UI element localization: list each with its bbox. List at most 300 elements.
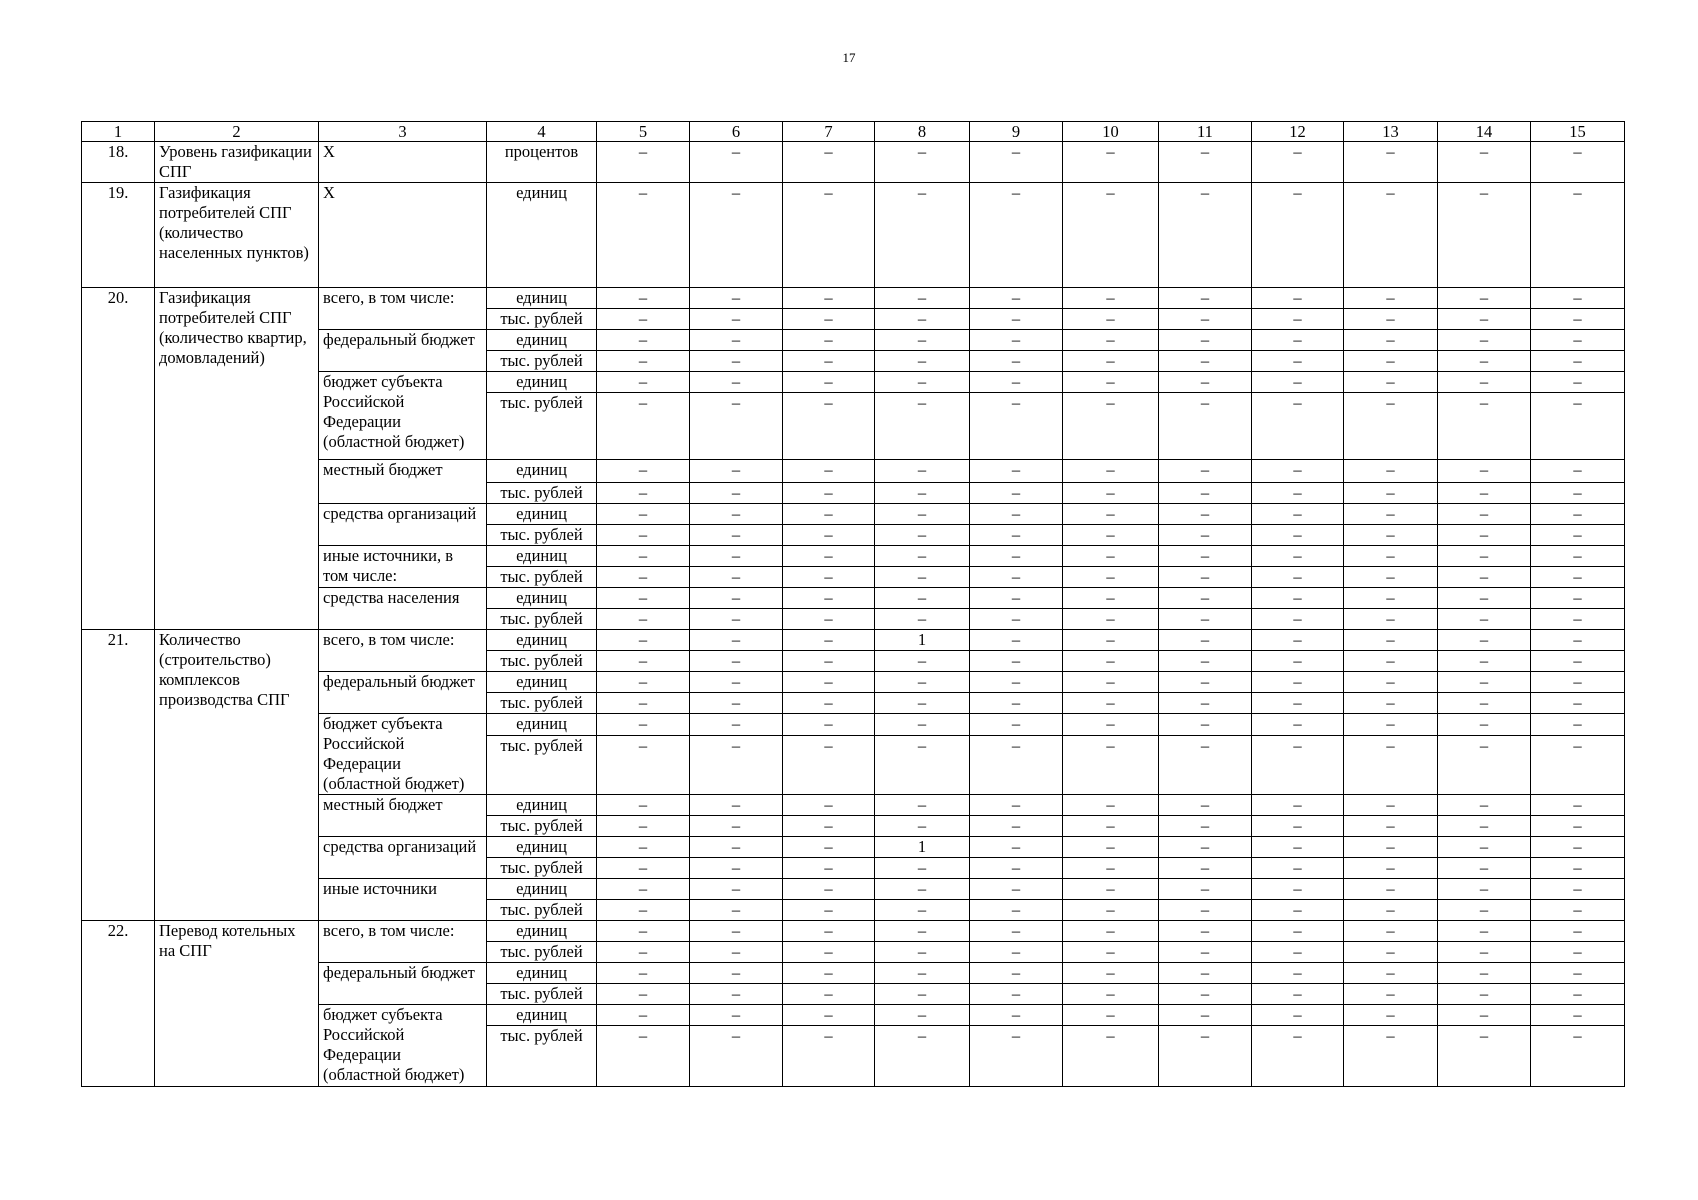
unit-cell: единиц	[487, 372, 597, 393]
value-cell: –	[783, 672, 875, 693]
header-cell: 10	[1063, 122, 1159, 142]
value-cell: –	[1438, 942, 1531, 963]
value-cell: –	[1063, 372, 1159, 393]
value-cell: –	[1159, 351, 1252, 372]
value-cell: –	[875, 1026, 970, 1087]
value-cell: –	[1531, 816, 1625, 837]
value-cell: –	[783, 588, 875, 609]
value-cell: –	[1063, 651, 1159, 672]
value-cell: –	[875, 963, 970, 984]
value-cell: –	[1252, 672, 1344, 693]
value-cell: –	[1531, 879, 1625, 900]
value-cell: –	[690, 525, 783, 546]
value-cell: –	[1252, 504, 1344, 525]
value-cell: –	[783, 183, 875, 288]
funding-source: всего, в том числе:	[319, 921, 487, 963]
value-cell: –	[970, 393, 1063, 460]
value-cell: –	[970, 714, 1063, 736]
unit-cell: тыс. рублей	[487, 651, 597, 672]
value-cell: –	[690, 921, 783, 942]
value-cell: –	[1438, 183, 1531, 288]
value-cell: –	[1063, 963, 1159, 984]
value-cell: –	[875, 288, 970, 309]
value-cell: –	[1531, 588, 1625, 609]
value-cell: –	[875, 735, 970, 794]
value-cell: –	[597, 546, 690, 567]
value-cell: –	[1252, 351, 1344, 372]
value-cell: –	[1344, 525, 1438, 546]
unit-cell: единиц	[487, 1005, 597, 1026]
value-cell: –	[1063, 483, 1159, 504]
value-cell: –	[597, 460, 690, 483]
value-cell: –	[690, 567, 783, 588]
value-cell: –	[1531, 651, 1625, 672]
value-cell: –	[875, 546, 970, 567]
value-cell: –	[1531, 693, 1625, 714]
value-cell: –	[783, 942, 875, 963]
value-cell: –	[597, 609, 690, 630]
value-cell: –	[1063, 714, 1159, 736]
value-cell: –	[690, 1005, 783, 1026]
value-cell: –	[1063, 984, 1159, 1005]
value-cell: –	[1344, 309, 1438, 330]
page-number: 17	[842, 50, 856, 65]
value-cell: –	[875, 183, 970, 288]
value-cell: –	[690, 309, 783, 330]
value-cell: –	[1159, 984, 1252, 1005]
value-cell: –	[970, 900, 1063, 921]
value-cell: –	[970, 183, 1063, 288]
value-cell: –	[783, 504, 875, 525]
value-cell: –	[597, 372, 690, 393]
header-cell: 7	[783, 122, 875, 142]
value-cell: –	[1344, 630, 1438, 651]
value-cell: –	[1531, 372, 1625, 393]
indicator-name: Уровень газификации СПГ	[155, 142, 319, 183]
value-cell: –	[783, 693, 875, 714]
header-cell: 2	[155, 122, 319, 142]
value-cell: –	[1531, 142, 1625, 183]
funding-source: федеральный бюджет	[319, 330, 487, 372]
value-cell: –	[970, 609, 1063, 630]
value-cell: –	[970, 858, 1063, 879]
value-cell: –	[1438, 837, 1531, 858]
value-cell: –	[597, 816, 690, 837]
value-cell: –	[783, 963, 875, 984]
value-cell: –	[690, 735, 783, 794]
unit-cell: тыс. рублей	[487, 567, 597, 588]
value-cell: –	[1159, 309, 1252, 330]
value-cell: –	[1063, 546, 1159, 567]
value-cell: –	[783, 921, 875, 942]
value-cell: –	[783, 1026, 875, 1087]
value-cell: –	[1159, 963, 1252, 984]
value-cell: –	[690, 651, 783, 672]
value-cell: –	[783, 351, 875, 372]
value-cell: –	[875, 795, 970, 816]
value-cell: –	[690, 963, 783, 984]
value-cell: –	[1344, 735, 1438, 794]
unit-cell: тыс. рублей	[487, 816, 597, 837]
value-cell: –	[783, 483, 875, 504]
value-cell: –	[1063, 609, 1159, 630]
value-cell: –	[1438, 460, 1531, 483]
value-cell: –	[1438, 795, 1531, 816]
value-cell: –	[1252, 714, 1344, 736]
unit-cell: единиц	[487, 879, 597, 900]
value-cell: –	[1159, 1005, 1252, 1026]
value-cell: –	[1159, 795, 1252, 816]
value-cell: –	[875, 525, 970, 546]
value-cell: –	[597, 330, 690, 351]
value-cell: –	[783, 1005, 875, 1026]
value-cell: –	[1344, 483, 1438, 504]
value-cell: –	[783, 837, 875, 858]
value-cell: –	[1531, 309, 1625, 330]
value-cell: –	[1159, 142, 1252, 183]
unit-cell: единиц	[487, 504, 597, 525]
value-cell: –	[597, 879, 690, 900]
value-cell: –	[1438, 735, 1531, 794]
value-cell: –	[970, 483, 1063, 504]
value-cell: –	[597, 714, 690, 736]
value-cell: –	[1252, 921, 1344, 942]
value-cell: –	[875, 351, 970, 372]
value-cell: –	[690, 795, 783, 816]
value-cell: –	[597, 351, 690, 372]
value-cell: –	[1159, 693, 1252, 714]
value-cell: –	[875, 483, 970, 504]
value-cell: –	[690, 183, 783, 288]
value-cell: –	[690, 816, 783, 837]
funding-source: средства организаций	[319, 837, 487, 879]
value-cell: –	[970, 942, 1063, 963]
value-cell: –	[690, 609, 783, 630]
value-cell: –	[783, 460, 875, 483]
value-cell: –	[875, 942, 970, 963]
value-cell: –	[783, 309, 875, 330]
value-cell: –	[1438, 588, 1531, 609]
value-cell: –	[690, 588, 783, 609]
value-cell: –	[1063, 1005, 1159, 1026]
unit-cell: единиц	[487, 795, 597, 816]
value-cell: –	[1438, 858, 1531, 879]
value-cell: –	[1438, 963, 1531, 984]
table-row	[82, 183, 1625, 288]
value-cell: –	[1531, 567, 1625, 588]
value-cell: –	[690, 460, 783, 483]
value-cell: –	[1063, 693, 1159, 714]
value-cell: –	[1531, 1005, 1625, 1026]
unit-cell: единиц	[487, 963, 597, 984]
value-cell: –	[1252, 963, 1344, 984]
value-cell: –	[597, 735, 690, 794]
value-cell: –	[597, 921, 690, 942]
value-cell: –	[690, 1026, 783, 1087]
value-cell: –	[1344, 879, 1438, 900]
funding-source: Х	[319, 142, 487, 183]
value-cell: –	[1063, 672, 1159, 693]
value-cell: –	[783, 900, 875, 921]
unit-cell: тыс. рублей	[487, 735, 597, 794]
value-cell: –	[1063, 567, 1159, 588]
value-cell: –	[875, 921, 970, 942]
value-cell: –	[783, 393, 875, 460]
value-cell: –	[690, 630, 783, 651]
value-cell: –	[1159, 837, 1252, 858]
value-cell: –	[783, 714, 875, 736]
value-cell: –	[690, 288, 783, 309]
value-cell: –	[1252, 837, 1344, 858]
indicator-name: Газификация потребителей СПГ (количество населенных пунктов)	[155, 183, 319, 288]
unit-cell: единиц	[487, 460, 597, 483]
value-cell: –	[597, 1026, 690, 1087]
value-cell: –	[690, 483, 783, 504]
value-cell: –	[970, 460, 1063, 483]
value-cell: –	[970, 693, 1063, 714]
value-cell: –	[1063, 504, 1159, 525]
value-cell: –	[1344, 963, 1438, 984]
value-cell: –	[1531, 858, 1625, 879]
value-cell: –	[1159, 921, 1252, 942]
value-cell: –	[1063, 460, 1159, 483]
value-cell: –	[597, 693, 690, 714]
value-cell: –	[1344, 693, 1438, 714]
value-cell: –	[1344, 609, 1438, 630]
value-cell: –	[597, 942, 690, 963]
value-cell: –	[597, 288, 690, 309]
value-cell: –	[1063, 816, 1159, 837]
value-cell: –	[1159, 714, 1252, 736]
unit-cell: тыс. рублей	[487, 693, 597, 714]
value-cell: –	[597, 1005, 690, 1026]
value-cell: –	[1252, 309, 1344, 330]
unit-cell: тыс. рублей	[487, 900, 597, 921]
header-cell: 8	[875, 122, 970, 142]
value-cell: –	[1159, 525, 1252, 546]
value-cell: –	[597, 837, 690, 858]
value-cell: –	[970, 372, 1063, 393]
value-cell: –	[1063, 288, 1159, 309]
unit-cell: тыс. рублей	[487, 351, 597, 372]
funding-source: местный бюджет	[319, 795, 487, 837]
value-cell: –	[1531, 672, 1625, 693]
value-cell: –	[1252, 858, 1344, 879]
indicator-name: Количество (строительство) комплексов производства СПГ	[155, 630, 319, 921]
header-cell: 1	[82, 122, 155, 142]
value-cell: –	[1063, 183, 1159, 288]
value-cell: –	[875, 588, 970, 609]
funding-source: иные источники	[319, 879, 487, 921]
value-cell: –	[1159, 460, 1252, 483]
value-cell: –	[783, 567, 875, 588]
value-cell: –	[1344, 460, 1438, 483]
value-cell: –	[690, 900, 783, 921]
value-cell: –	[1063, 630, 1159, 651]
value-cell: –	[597, 795, 690, 816]
value-cell: –	[1159, 900, 1252, 921]
funding-source: Х	[319, 183, 487, 288]
value-cell: –	[1063, 858, 1159, 879]
value-cell: –	[1531, 963, 1625, 984]
unit-cell: тыс. рублей	[487, 525, 597, 546]
value-cell: –	[970, 630, 1063, 651]
data-table	[81, 121, 1625, 1087]
value-cell: –	[970, 1005, 1063, 1026]
value-cell: –	[1438, 816, 1531, 837]
value-cell: –	[1063, 942, 1159, 963]
value-cell: –	[1438, 609, 1531, 630]
value-cell: –	[970, 837, 1063, 858]
value-cell: –	[1531, 900, 1625, 921]
header-cell: 14	[1438, 122, 1531, 142]
value-cell: –	[970, 351, 1063, 372]
header-cell: 6	[690, 122, 783, 142]
value-cell: –	[970, 921, 1063, 942]
value-cell: –	[1531, 288, 1625, 309]
value-cell: –	[783, 330, 875, 351]
value-cell: –	[1159, 816, 1252, 837]
value-cell: –	[1438, 330, 1531, 351]
value-cell: –	[690, 984, 783, 1005]
value-cell: –	[597, 858, 690, 879]
value-cell: –	[1252, 630, 1344, 651]
value-cell: –	[970, 567, 1063, 588]
indicator-name: Газификация потребителей СПГ (количество квартир, домовладений)	[155, 288, 319, 630]
row-number: 19.	[82, 183, 155, 288]
funding-source: всего, в том числе:	[319, 288, 487, 330]
value-cell: –	[1531, 942, 1625, 963]
value-cell: –	[690, 879, 783, 900]
value-cell: –	[875, 651, 970, 672]
value-cell: –	[970, 963, 1063, 984]
value-cell: –	[970, 330, 1063, 351]
value-cell: –	[1344, 837, 1438, 858]
unit-cell: единиц	[487, 183, 597, 288]
value-cell: –	[1344, 183, 1438, 288]
value-cell: –	[597, 142, 690, 183]
value-cell: –	[875, 1005, 970, 1026]
value-cell: –	[1159, 651, 1252, 672]
value-cell: –	[875, 460, 970, 483]
unit-cell: тыс. рублей	[487, 609, 597, 630]
table-row	[82, 921, 1625, 942]
value-cell: –	[970, 651, 1063, 672]
value-cell: –	[875, 900, 970, 921]
value-cell: –	[1159, 858, 1252, 879]
value-cell: –	[1344, 651, 1438, 672]
unit-cell: тыс. рублей	[487, 309, 597, 330]
value-cell: –	[783, 795, 875, 816]
value-cell: –	[1159, 1026, 1252, 1087]
value-cell: –	[1438, 879, 1531, 900]
header-cell: 11	[1159, 122, 1252, 142]
value-cell: –	[970, 504, 1063, 525]
value-cell: –	[597, 504, 690, 525]
header-cell: 5	[597, 122, 690, 142]
value-cell: –	[1252, 984, 1344, 1005]
value-cell: –	[875, 816, 970, 837]
value-cell: –	[597, 630, 690, 651]
value-cell: –	[1252, 879, 1344, 900]
value-cell: –	[970, 984, 1063, 1005]
value-cell: –	[1438, 984, 1531, 1005]
unit-cell: тыс. рублей	[487, 858, 597, 879]
value-cell: –	[597, 183, 690, 288]
value-cell: –	[1063, 921, 1159, 942]
value-cell: –	[690, 672, 783, 693]
value-cell: –	[1063, 351, 1159, 372]
value-cell: –	[1438, 142, 1531, 183]
value-cell: –	[783, 651, 875, 672]
value-cell: –	[1063, 879, 1159, 900]
value-cell: –	[783, 372, 875, 393]
header-cell: 4	[487, 122, 597, 142]
value-cell: –	[875, 672, 970, 693]
value-cell: –	[1531, 483, 1625, 504]
value-cell: –	[1063, 735, 1159, 794]
value-cell: –	[1252, 816, 1344, 837]
value-cell: –	[1159, 879, 1252, 900]
value-cell: –	[1252, 567, 1344, 588]
value-cell: –	[690, 714, 783, 736]
value-cell: –	[1063, 837, 1159, 858]
value-cell: –	[1252, 1026, 1344, 1087]
header-row	[82, 122, 1625, 142]
value-cell: –	[783, 984, 875, 1005]
table-row	[82, 288, 1625, 309]
funding-source: бюджет субъекта Российской Федерации (областной бюджет)	[319, 714, 487, 795]
funding-source: федеральный бюджет	[319, 963, 487, 1005]
value-cell: –	[1252, 651, 1344, 672]
value-cell: –	[1159, 483, 1252, 504]
unit-cell: единиц	[487, 330, 597, 351]
unit-cell: единиц	[487, 630, 597, 651]
value-cell: –	[1252, 735, 1344, 794]
value-cell: –	[690, 330, 783, 351]
value-cell: –	[1531, 393, 1625, 460]
value-cell: –	[1438, 672, 1531, 693]
value-cell: –	[597, 588, 690, 609]
value-cell: –	[1438, 693, 1531, 714]
value-cell: –	[1531, 609, 1625, 630]
value-cell: –	[1159, 672, 1252, 693]
value-cell: –	[875, 858, 970, 879]
row-number: 20.	[82, 288, 155, 630]
value-cell: –	[1252, 483, 1344, 504]
value-cell: –	[1344, 1026, 1438, 1087]
value-cell: –	[1438, 651, 1531, 672]
value-cell: –	[875, 984, 970, 1005]
value-cell: –	[875, 309, 970, 330]
unit-cell: тыс. рублей	[487, 1026, 597, 1087]
value-cell: –	[1252, 183, 1344, 288]
value-cell: –	[690, 142, 783, 183]
value-cell: –	[1252, 372, 1344, 393]
value-cell: –	[690, 546, 783, 567]
row-number: 18.	[82, 142, 155, 183]
value-cell: –	[1344, 921, 1438, 942]
value-cell: –	[1159, 330, 1252, 351]
value-cell: –	[783, 816, 875, 837]
value-cell: –	[597, 672, 690, 693]
value-cell: –	[783, 288, 875, 309]
header-cell: 9	[970, 122, 1063, 142]
value-cell: –	[1344, 900, 1438, 921]
value-cell: –	[1159, 372, 1252, 393]
funding-source: бюджет субъекта Российской Федерации (областной бюджет)	[319, 372, 487, 460]
value-cell: –	[1252, 795, 1344, 816]
